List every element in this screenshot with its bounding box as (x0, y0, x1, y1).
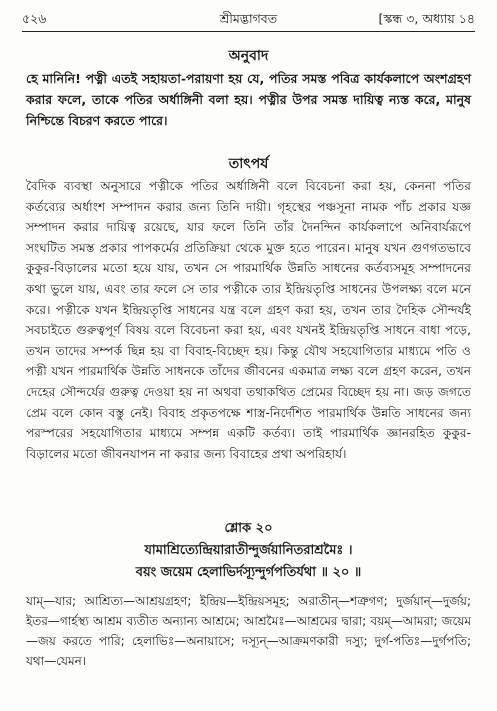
chapter-reference: [স্কন্ধ ৩, অধ্যায় ১৪ (378, 11, 475, 26)
purport-text: বৈদিক ব্যবস্থা অনুসারে পত্নীকে পতির অর্ধাঙ্গিনী বলে বিবেচনা করা হয়, কেননা পতির কর্তব্যের অর্ধাংশ সম্পাদন করার জন্য তিনি দায়ী। গৃহস্থের পঞ্চসূনা নামক পাঁচ প্রকার যজ্ঞ সম্পাদন করার দায়িত্ব রয়েছে, যার ফলে তিনি তাঁর দৈনন্দিন কার্যকলাপে অনিবার্যরূপে সংঘটিত সমস্ত প্রকার পাপকর্মের প্রতিক্রিয়া থেকে মুক্ত হতে পারেন। মানুষ যখন গুণগতভাবে কুকুর-বিড়ালের মতো হয়ে যায়, তখন সে পারমার্থিক উন্নতি সাধনের কর্তব্যসমূহ সম্পাদনের কথা ভুলে যায়, এবং তার ফলে সে তার পত্নীকে তার ইন্দ্রিয়তৃপ্তি সাধনের উপলক্ষ্য বলে মনে করে। পত্নীকে যখন ইন্দ্রিয়তৃপ্তি সাধনের যন্ত্র বলে গ্রহণ করা হয়, তখন তার দৈহিক সৌন্দর্যই সবচাইতে গুরুত্বপূর্ণ বিষয় বলে বিবেচনা করা হয়, এবং যখনই ইন্দ্রিয়তৃপ্তি সাধনে বাধা পড়ে, তখন তাদের সম্পর্ক ছিন্ন হয় বা বিবাহ-বিচ্ছেদ হয়। কিন্তু যৌথ সহযোগিতার মাধ্যমে পতি ও পত্নী যখন পারমার্থিক উন্নতি সাধনকে তাঁদের জীবনের একমাত্র লক্ষ্য বলে গ্রহণ করেন, তখন দেহের সৌন্দর্যের গুরুত্ব দেওয়া হয় না অথবা তথাকথিত প্রেমের বিচ্ছেদ হয় না। জড় জগতে প্রেম বলে কোন বস্তু নেই। বিবাহ প্রকৃতপক্ষে শাস্ত্র-নির্দেশিত পারমার্থিক উন্নতি সাধনের জন্য পরস্পরের সহযোগিতার মাধ্যমে সম্পন্ন একটি কর্তব্য। তাই পারমার্থিক জ্ঞানরহিত কুকুর-বিড়ালের মতো জীবনযাপন না করার জন্য বিবাহের প্রথা অপরিহার্য। (26, 179, 471, 461)
header-divider (22, 31, 475, 32)
verse-number: শ্লোক ২০ (224, 521, 273, 536)
page-header (22, 8, 475, 30)
word-meanings: যাম্—যার; আশ্রিত্য—আশ্রয়গ্রহণ; ইন্দ্রিয়—ইন্দ্রিয়সমূহ; অরাতীন্—শত্রুগণ; দুর্জয়ান্—দুর্জয়; ইতর—গার্হস্থ্য আশ্রম ব্যতীত অন্যান্য আশ্রমে; আশ্রমৈঃ—আশ্রমের দ্বারা; বয়ম্—আমরা; জয়েম—জয় করতে পারি; হেলাভিঃ—অনায়াসে; দস্যূন্—আক্রমণকারী দস্যু; দুর্গ-পতিঃ—দুর্গপতি; যথা—যেমন। (26, 594, 471, 668)
translation-heading: অনুবাদ (228, 48, 269, 64)
page-number: ৫২৬ (22, 11, 47, 26)
book-title: শ্রীমদ্ভাগবত (219, 11, 278, 26)
purport-heading: তাৎপর্য (228, 156, 269, 172)
verse-line-2: বয়ং জয়েম হেলাভির্দস্যূন্দুর্গপতির্যথা ॥ ২০ ॥ (135, 565, 362, 580)
translation-text: হে মানিনি! পত্নী এতই সহায়তা-পরায়ণা হয় যে, পতির সমস্ত পবিত্র কার্যকলাপে অংশগ্রহণ করার ফলে, তাকে পতির অর্ধাঙ্গিনী বলা হয়। পত্নীর উপর সমস্ত দায়িত্ব ন্যস্ত করে, মানুষ নিশ্চিন্তে বিচরণ করতে পারে। (26, 71, 471, 128)
verse-line-1: যামাশ্রিত্যেন্দ্রিয়ারাতীন্দুর্জয়ানিতরাশ্রমৈঃ । (144, 543, 353, 558)
